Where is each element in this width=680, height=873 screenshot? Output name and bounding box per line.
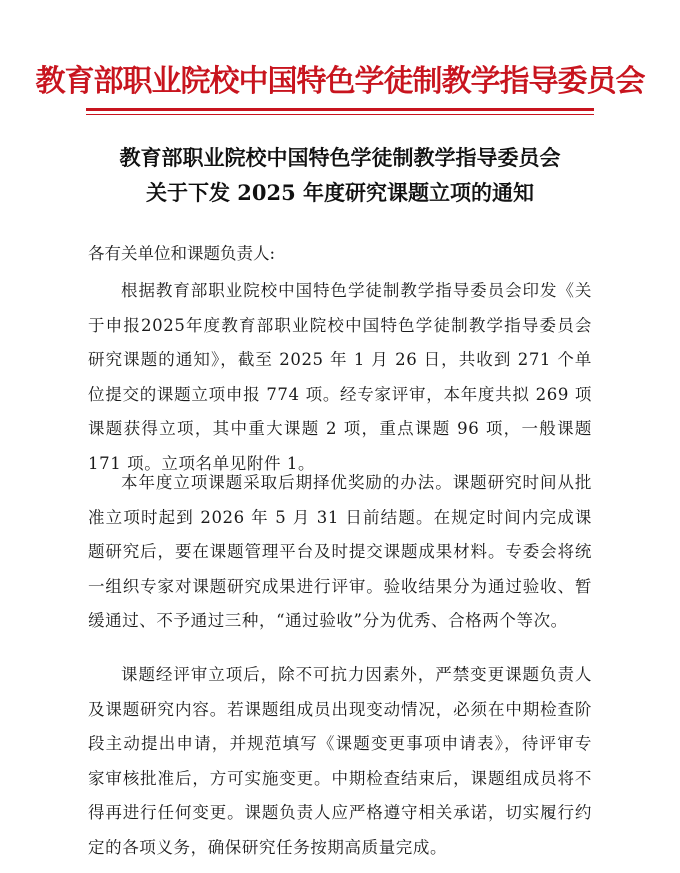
body-paragraph-3: 课题经评审立项后，除不可抗力因素外，严禁变更课题负责人及课题研究内容。若课题组成员出现变动情况，必须在中期检查阶段主动提出申请，并规范填写《课题变更事项申请表》，待评审专家审核批准后，方可实施变更。中期检查结束后，课题组成员将不得再进行任何变更。课题负责人应严格遵守相关承诺，切实履行约定的各项义务，确保研究任务按期高质量完成。 (88, 665, 592, 857)
masthead-red-rule-thick (86, 108, 594, 111)
masthead-red-rule-thin (86, 114, 594, 115)
body-paragraph-1: 根据教育部职业院校中国特色学徒制教学指导委员会印发《关于申报2025年度教育部职业院校中国特色学徒制教学指导委员会研究课题的通知》，截至 2025 年 1 月 26 日，共收到 271 个单位提交的课题立项申报 774 项。经专家评审，本年度共拟 269 项课题获得立项，其中重大课题 2 项，重点课题 96 项，一般课题 171 项。立项名单见附件 1。 (88, 281, 592, 473)
masthead-org-name: 教育部职业院校中国特色学徒制教学指导委员会 (35, 64, 645, 99)
body-paragraph-2: 本年度立项课题采取后期择优奖励的办法。课题研究时间从批准立项时起到 2026 年 5 月 31 日前结题。在规定时间内完成课题研究后，要在课题管理平台及时提交课题成果材料。专委会将统一组织专家对课题研究成果进行评审。验收结果分为通过验收、暂缓通过、不予通过三种，“通过验收”分为优秀、合格两个等次。 (88, 473, 592, 631)
notice-title-line-1: 教育部职业院校中国特色学徒制教学指导委员会 (119, 145, 561, 170)
salutation: 各有关单位和课题负责人: (88, 244, 276, 263)
notice-title-line-2: 关于下发 2025 年度研究课题立项的通知 (145, 180, 535, 205)
